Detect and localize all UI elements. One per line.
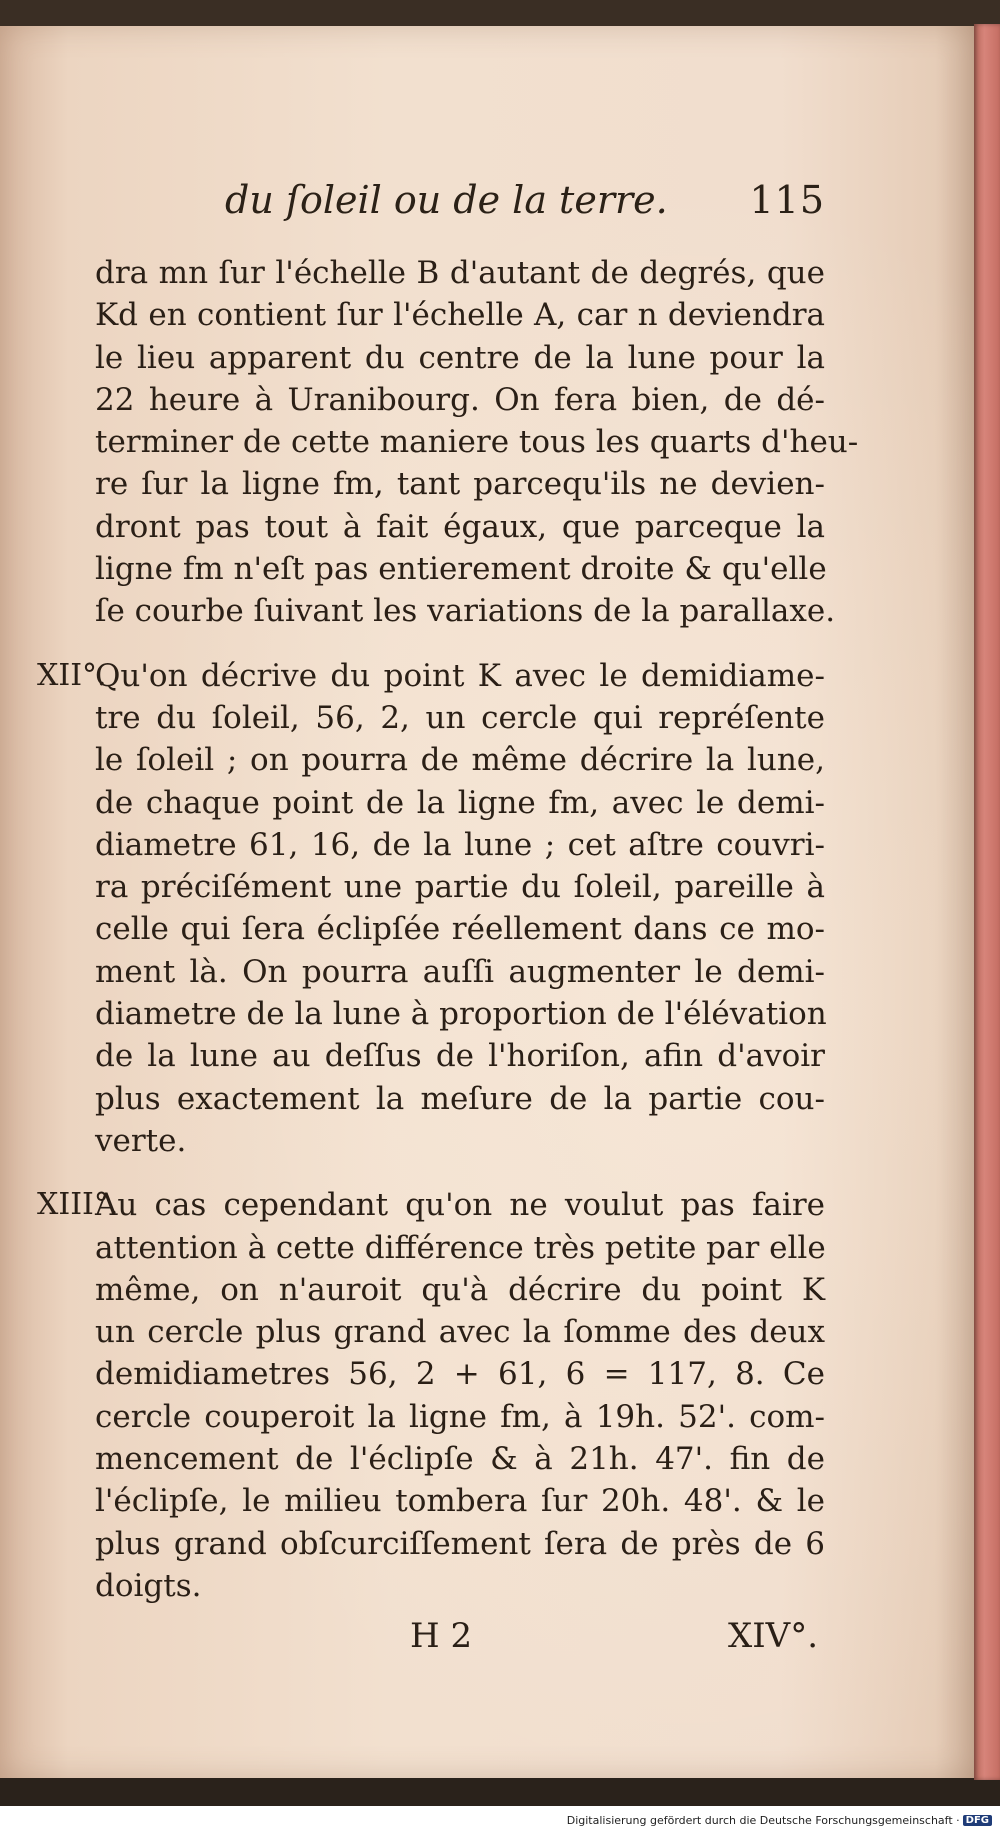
text-line: Kd en contient ſur l'échelle A, car n deviendra bbox=[95, 297, 825, 334]
text-line: tre du ſoleil, 56, 2, un cercle qui repréſente bbox=[95, 699, 825, 736]
text-line: re ſur la ligne fm, tant parcequ'ils ne devien- bbox=[95, 466, 825, 503]
credit-text: Digitalisierung gefördert durch die Deutsche Forschungsgemeinschaft · bbox=[566, 1814, 960, 1827]
dfg-logo: DFG bbox=[963, 1815, 992, 1826]
text-line: de la lune au deſſus de l'horiſon, afin d'avoir bbox=[95, 1038, 825, 1075]
running-head bbox=[225, 178, 825, 228]
text-line: un cercle plus grand avec la ſomme des deux bbox=[95, 1314, 825, 1351]
text-line: Qu'on décrive du point K avec le demidiame- bbox=[95, 657, 825, 694]
page-number: 115 bbox=[749, 178, 825, 222]
text-line: le ſoleil ; on pourra de même décrire la lune, bbox=[95, 742, 825, 779]
text-line: ment là. On pourra auſſi augmenter le demi- bbox=[95, 953, 825, 990]
paragraph bbox=[37, 1184, 826, 1607]
text-line: dra mn ſur l'échelle B d'autant de degrés, que bbox=[95, 255, 825, 291]
text-line: ſe courbe ſuivant les variations de la parallaxe. bbox=[95, 593, 836, 630]
text-line: attention à cette différence très petite par elle bbox=[95, 1229, 826, 1266]
body-text bbox=[37, 252, 859, 1607]
text-line: 22 heure à Uranibourg. On fera bien, de dé- bbox=[95, 381, 825, 418]
digitization-credit bbox=[567, 1814, 992, 1827]
signature-mark: H 2 bbox=[410, 1616, 473, 1656]
running-head-title: du ſoleil ou de la terre. bbox=[225, 178, 668, 222]
text-line: le lieu apparent du centre de la lune pour la bbox=[95, 339, 825, 376]
text-line: même, on n'auroit qu'à décrire du point K bbox=[95, 1271, 825, 1308]
text-line: demidiametres 56, 2 + 61, 6 = 117, 8. Ce bbox=[95, 1356, 825, 1393]
text-line: de chaque point de la ligne fm, avec le demi- bbox=[95, 784, 825, 821]
text-line: doigts. bbox=[95, 1567, 202, 1604]
text-line: terminer de cette maniere tous les quarts d'heu- bbox=[95, 424, 859, 461]
page-edge bbox=[974, 24, 1000, 1780]
paragraph-numeral: XIII°. bbox=[37, 1187, 119, 1223]
text-line: l'éclipſe, le milieu tombera ſur 20h. 48'. & le bbox=[95, 1483, 825, 1520]
text-line: celle qui ſera éclipſée réellement dans ce mo- bbox=[95, 911, 825, 948]
text-line: ligne fm n'eſt pas entierement droite & qu'elle bbox=[95, 551, 827, 588]
text-line: ra préciſément une partie du ſoleil, pareille à bbox=[95, 869, 825, 906]
paragraph bbox=[37, 655, 827, 1163]
book-page bbox=[0, 26, 974, 1778]
text-line: dront pas tout à fait égaux, que parceque la bbox=[95, 508, 825, 545]
text-line: plus exactement la meſure de la partie cou- bbox=[95, 1080, 825, 1117]
text-line: Au cas cependant qu'on ne voulut pas faire bbox=[95, 1187, 825, 1224]
catchword: XIV°. bbox=[728, 1616, 818, 1656]
text-line: verte. bbox=[95, 1122, 187, 1159]
text-line: diametre 61, 16, de la lune ; cet aſtre couvri- bbox=[95, 826, 825, 863]
paragraph bbox=[95, 252, 859, 633]
text-line: diametre de la lune à proportion de l'élévation bbox=[95, 996, 827, 1033]
text-line: mencement de l'éclipſe & à 21h. 47'. fin de bbox=[95, 1441, 825, 1478]
credit-strip bbox=[0, 1806, 1000, 1832]
paragraph-numeral: XII°. bbox=[37, 657, 107, 693]
text-line: plus grand obſcurciſſement ſera de près de 6 bbox=[95, 1525, 825, 1562]
text-line: cercle couperoit la ligne fm, à 19h. 52'. com- bbox=[95, 1398, 825, 1435]
